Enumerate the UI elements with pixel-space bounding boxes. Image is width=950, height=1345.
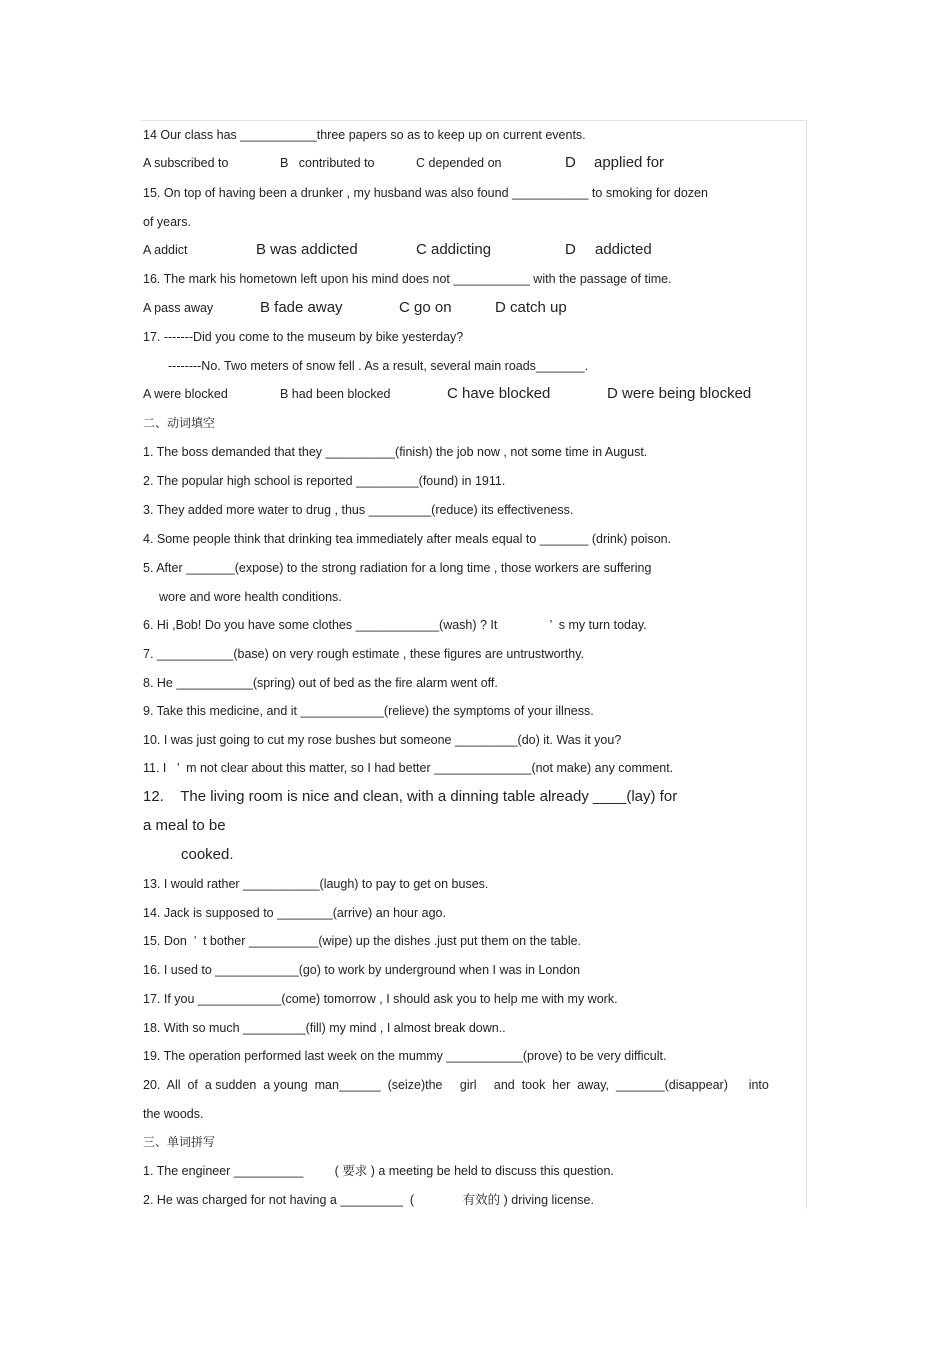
section-verbs-heading: 二、动词填空 [143, 416, 216, 430]
q14-stem: 14 Our class has ___________three papers so as to keep up on current events. [143, 128, 586, 142]
verb-item-15: 15. Don ’ t bother __________(wipe) up the dishes .just put them on the table. [143, 934, 582, 948]
verb-item-6: 6. Hi ,Bob! Do you have some clothes ____________(wash) ? It ’ s my turn today. [143, 618, 647, 632]
verb-item-12-cont2: cooked. [181, 846, 234, 863]
spelling-item-1: 1. The engineer __________ ( 要求 ) a meeting be held to discuss this question. [143, 1164, 614, 1178]
verb-item-7: 7. ___________(base) on very rough estimate , these figures are untrustworthy. [143, 647, 584, 661]
verb-item-4: 4. Some people think that drinking tea immediately after meals equal to _______ (drink) poison. [143, 532, 672, 546]
verb-item-14: 14. Jack is supposed to ________(arrive) an hour ago. [143, 906, 446, 920]
verb-item-2: 2. The popular high school is reported _________(found) in 1911. [143, 474, 506, 488]
verb-item-1: 1. The boss demanded that they __________(finish) the job now , not some time in August. [143, 445, 648, 459]
q15-option-a: A addict [143, 243, 188, 257]
q14-option-c: C depended on [416, 156, 502, 170]
verb-item-13: 13. I would rather ___________(laugh) to pay to get on buses. [143, 877, 489, 891]
q16-option-c: C go on [399, 299, 452, 316]
section-spelling-heading: 三、单词拼写 [143, 1135, 216, 1149]
q16-option-a: A pass away [143, 301, 214, 315]
verb-item-12-cont: a meal to be [143, 817, 226, 834]
q14-option-d: applied for [594, 154, 665, 171]
q14-option-b: B contributed to [280, 156, 375, 170]
verb-item-12: 12. The living room is nice and clean, with a dinning table already ____(lay) for [143, 788, 678, 805]
verb-item-5: 5. After _______(expose) to the strong radiation for a long time , those workers are suffering [143, 561, 652, 575]
q15-stem-cont: of years. [143, 215, 191, 229]
q15-option-b: B was addicted [256, 241, 358, 258]
q16-option-b: B fade away [260, 299, 343, 316]
verb-item-9: 9. Take this medicine, and it ____________(relieve) the symptoms of your illness. [143, 704, 594, 718]
q14-option-a: A subscribed to [143, 156, 229, 170]
q15-stem: 15. On top of having been a drunker , my husband was also found ___________ to smoking for dozen [143, 186, 708, 200]
q17-option-a: A were blocked [143, 387, 228, 401]
q17-option-b: B had been blocked [280, 387, 391, 401]
q17-option-c: C have blocked [447, 385, 551, 402]
q14-option-d-letter: D [565, 154, 576, 171]
verb-item-19: 19. The operation performed last week on the mummy ___________(prove) to be very difficult. [143, 1049, 667, 1063]
q17-reply: --------No. Two meters of snow fell . As a result, several main roads_______. [168, 359, 589, 373]
q15-option-d-letter: D [565, 241, 576, 258]
q15-option-d: addicted [595, 241, 652, 258]
verb-item-20-cont: the woods. [143, 1107, 204, 1121]
q15-option-c: C addicting [416, 241, 492, 258]
verb-item-20: 20. All of a sudden a young man______ (seize)the girl and took her away, _______(disappear) into [143, 1078, 769, 1092]
verb-item-8: 8. He ___________(spring) out of bed as the fire alarm went off. [143, 676, 498, 690]
verb-item-5-cont: wore and wore health conditions. [159, 590, 342, 604]
verb-item-11: 11. I ’ m not clear about this matter, so I had better ______________(not make) any comment. [143, 761, 674, 775]
verb-item-18: 18. With so much _________(fill) my mind , I almost break down.. [143, 1021, 506, 1035]
q16-option-d: D catch up [495, 299, 567, 316]
q17-stem: 17. -------Did you come to the museum by bike yesterday? [143, 330, 464, 344]
verb-item-16: 16. I used to ____________(go) to work by underground when I was in London [143, 963, 581, 977]
verb-item-17: 17. If you ____________(come) tomorrow , I should ask you to help me with my work. [143, 992, 618, 1006]
verb-item-10: 10. I was just going to cut my rose bushes but someone _________(do) it. Was it you? [143, 733, 622, 747]
verb-item-3: 3. They added more water to drug , thus _________(reduce) its effectiveness. [143, 503, 574, 517]
q16-stem: 16. The mark his hometown left upon his mind does not ___________ with the passage of time. [143, 272, 672, 286]
q17-option-d: D were being blocked [607, 385, 752, 402]
spelling-item-2: 2. He was charged for not having a _________ ( 有效的 ) driving license. [143, 1193, 594, 1207]
